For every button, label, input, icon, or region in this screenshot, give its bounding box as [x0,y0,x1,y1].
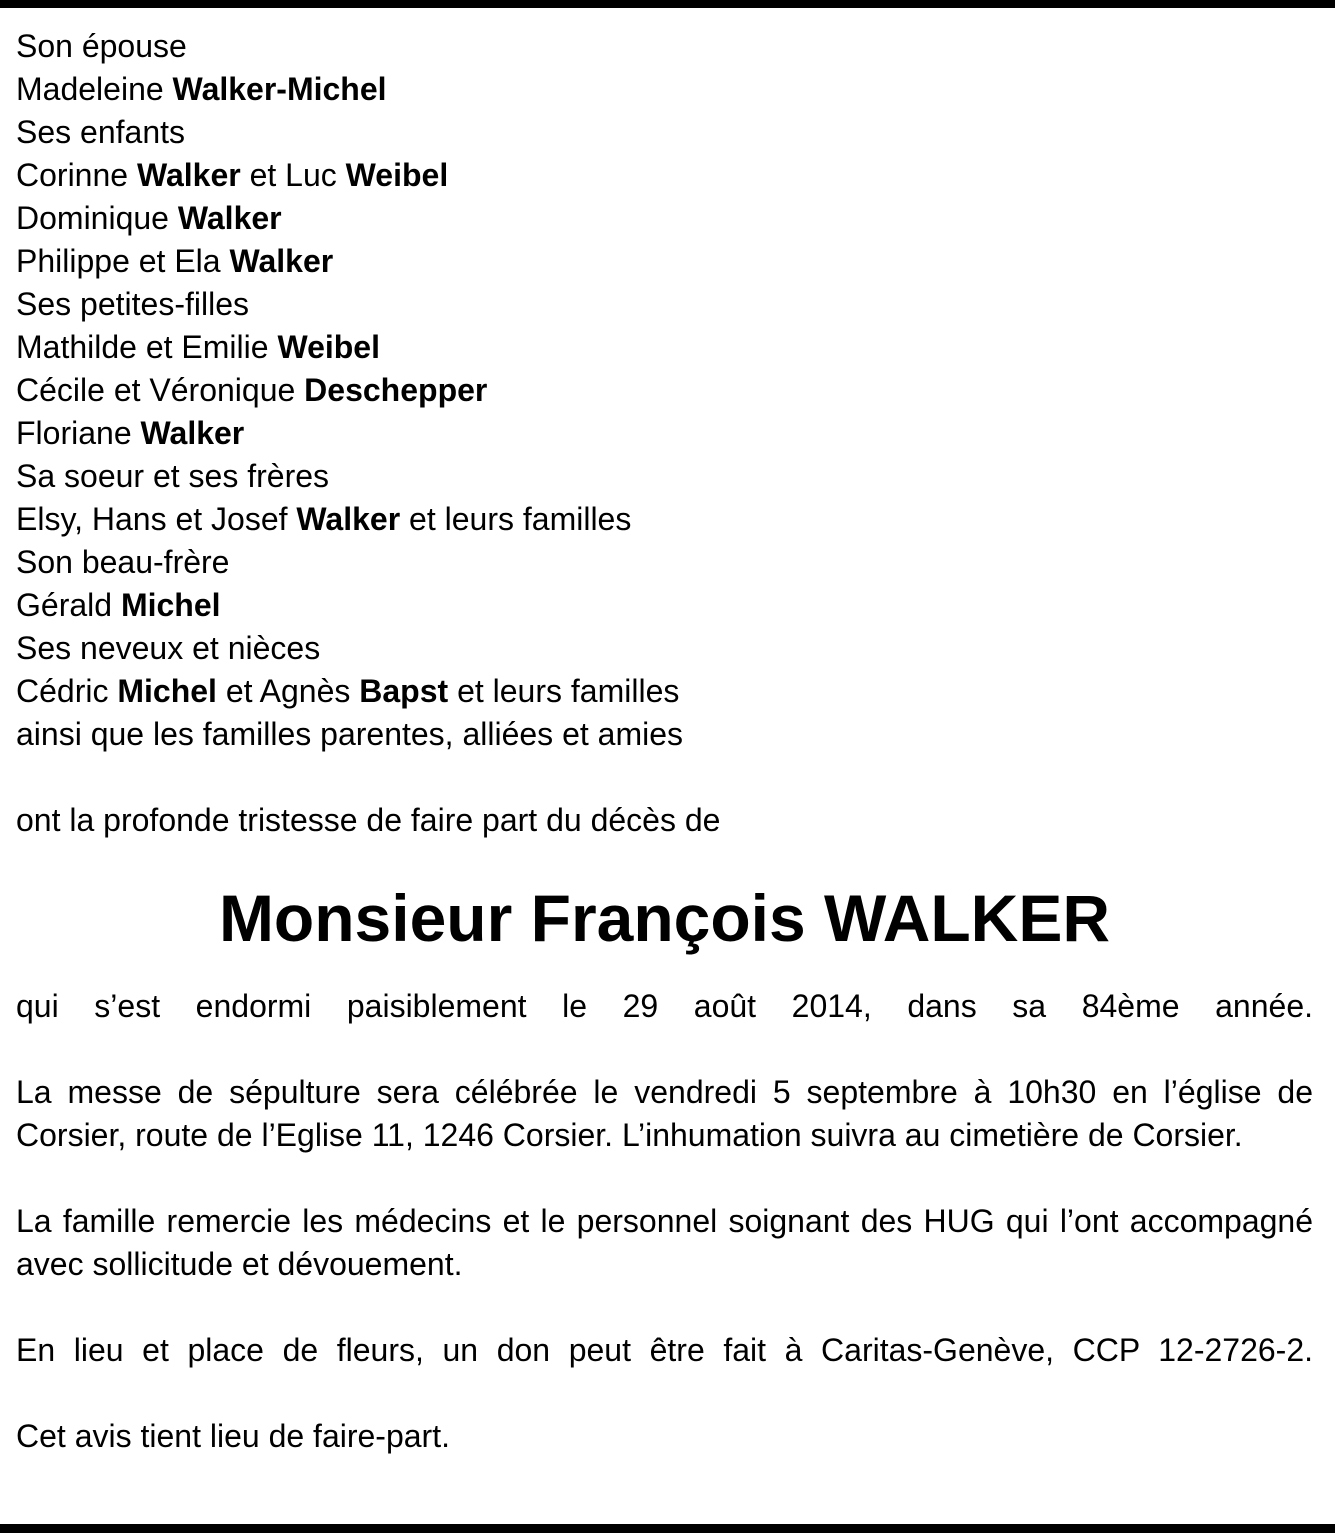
family-line-siblings-heading: Sa soeur et ses frères [16,458,330,494]
family-line-children-heading: Ses enfants [16,114,185,150]
announcement-text: ont la profonde tristesse de faire part du décès de [16,802,721,838]
notice-paragraph: Cet avis tient lieu de faire-part. [16,1418,450,1454]
top-border-rule [0,0,1335,8]
thanks-paragraph: La famille remercie les médecins et le personnel soignant des HUG qui l’ont accompagné avec sollicitude et dévouement. [16,1203,1313,1282]
family-line-granddaughters-heading: Ses petites-filles [16,286,249,322]
family-line-child-3: Philippe et Ela Walker [16,243,334,279]
family-line-child-1: Corinne Walker et Luc Weibel [16,157,449,193]
donation-paragraph: En lieu et place de fleurs, un don peut être fait à Caritas-Genève, CCP 12-2726-2. [16,1332,1313,1368]
family-line-granddaughters-2: Cécile et Véronique Deschepper [16,372,488,408]
family-line-brother-in-law-heading: Son beau-frère [16,544,230,580]
family-line-granddaughters-1: Mathilde et Emilie Weibel [16,329,380,365]
passing-paragraph: qui s’est endormi paisiblement le 29 août 2014, dans sa 84ème année. [16,988,1313,1024]
family-line-child-2: Dominique Walker [16,200,282,236]
service-paragraph: La messe de sépulture sera célébrée le vendredi 5 septembre à 10h30 en l’église de Corsier, route de l’Eglise 11, 1246 Corsier. L’inhumation suivra au cimetière de Corsier. [16,1074,1313,1153]
family-line-granddaughters-3: Floriane Walker [16,415,245,451]
family-line-spouse-heading: Son épouse [16,28,187,64]
family-line-relatives: ainsi que les familles parentes, alliées et amies [16,716,683,752]
family-line-brother-in-law: Gérald Michel [16,587,221,623]
deceased-name: Monsieur François WALKER [218,881,1111,955]
family-line-nephews: Cédric Michel et Agnès Bapst et leurs familles [16,673,680,709]
bottom-border-rule [0,1524,1335,1533]
obituary-notice [16,25,1313,1458]
family-line-spouse: Madeleine Walker-Michel [16,71,387,107]
family-line-siblings: Elsy, Hans et Josef Walker et leurs familles [16,501,632,537]
family-list [16,25,1313,756]
family-line-nephews-heading: Ses neveux et nièces [16,630,321,666]
